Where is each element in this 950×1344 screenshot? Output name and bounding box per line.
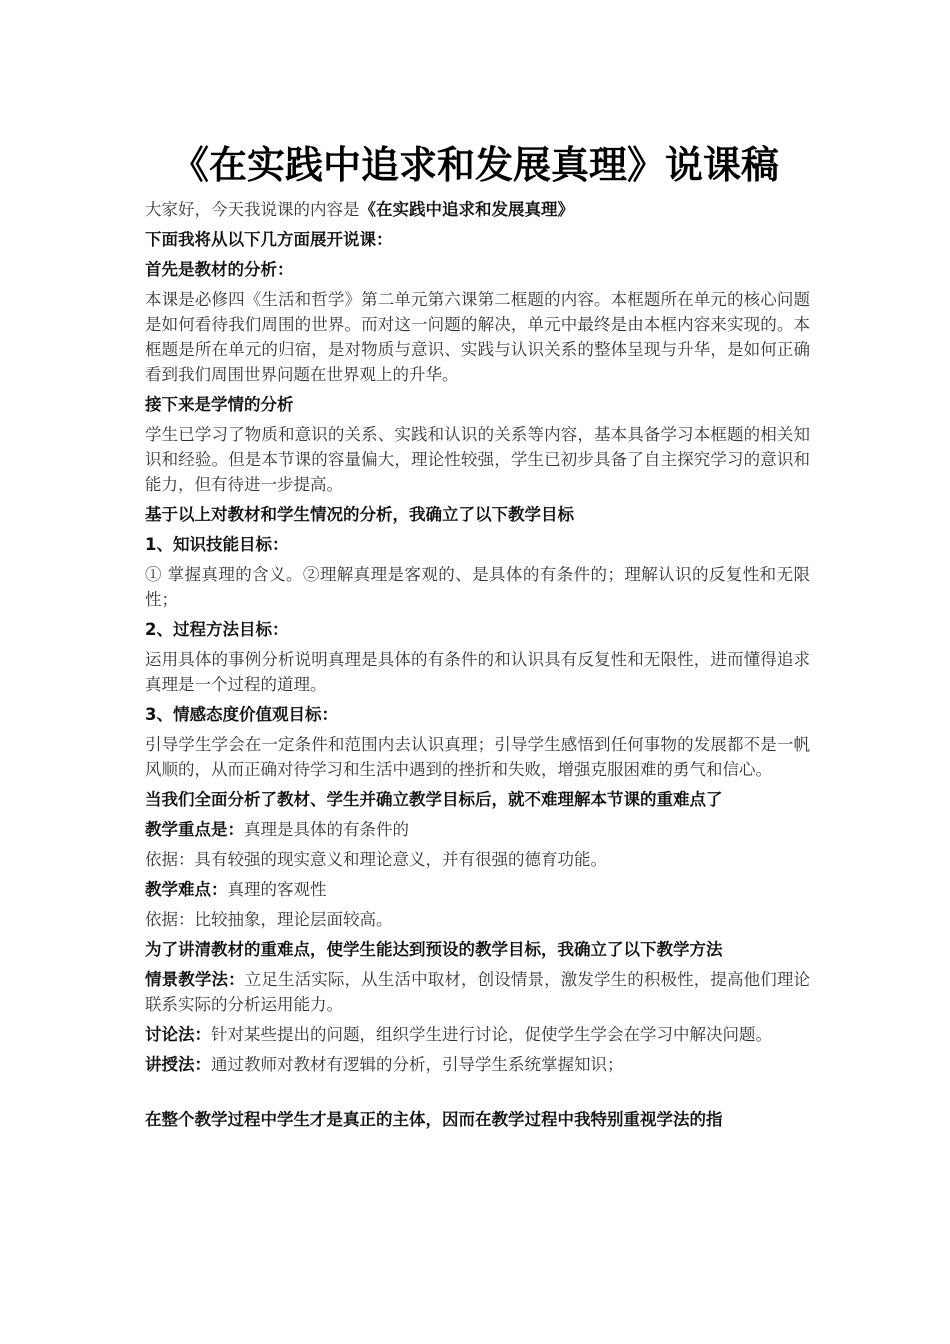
intro-topic: 《在实践中追求和发展真理》 (359, 200, 574, 219)
lecture-text: 通过教师对教材有逻辑的分析，引导学生系统掌握知识； (211, 1055, 624, 1074)
focus-basis: 依据：具有较强的现实意义和理论意义，并有很强的德育功能。 (145, 850, 607, 869)
closing-paragraph: 在整个教学过程中学生才是真正的主体，因而在教学过程中我特别重视学法的指 (145, 1110, 723, 1129)
outline-heading: 下面我将从以下几方面展开说课： (145, 230, 393, 249)
discussion-text: 针对某些提出的问题，组织学生进行讨论，促使学生学会在学习中解决问题。 (211, 1025, 772, 1044)
paragraph-gap (145, 1082, 810, 1107)
focus-label: 教学重点是： (145, 820, 244, 839)
difficulty-text: 真理的客观性 (227, 880, 327, 899)
scenario-label: 情景教学法： (145, 970, 245, 989)
emotion-goal-paragraph: 引导学生学会在一定条件和范围内去认识真理；引导学生感悟到任何事物的发展都不是一帆风顺的，从而正确对待学习和生活中遇到的挫折和失败，增强克服困难的勇气和信心。 (145, 735, 810, 779)
methods-heading: 为了讲清教材的重难点，使学生能达到预设的教学目标，我确立了以下教学方法 (145, 940, 723, 959)
discussion-label: 讨论法： (145, 1025, 211, 1044)
focus-line (145, 817, 810, 842)
difficulty-line (145, 877, 810, 902)
scenario-text: 立足生活实际，从生活中取材，创设情景，激发学生的积极性，提高他们理论联系实际的分析运用能力。 (145, 970, 811, 1014)
process-goal-heading: 2、过程方法目标： (145, 620, 289, 639)
students-paragraph: 学生已学习了物质和意识的关系、实践和认识的关系等内容，基本具备学习本框题的相关知识和经验。但是本节课的容量偏大，理论性较强，学生已初步具备了自主探究学习的意识和能力，但有待进一步提高。 (145, 425, 810, 494)
scenario-method (145, 967, 810, 1017)
intro-lead: 大家好，今天我说课的内容是 (145, 200, 360, 219)
lecture-method (145, 1052, 810, 1077)
goals-heading: 基于以上对教材和学生情况的分析，我确立了以下教学目标 (145, 505, 574, 524)
document-body (145, 197, 810, 1137)
textbook-heading: 首先是教材的分析： (145, 260, 294, 279)
document-title: 《在实践中追求和发展真理》说课稿 (170, 143, 779, 187)
textbook-paragraph: 本课是必修四《生活和哲学》第二单元第六课第二框题的内容。本框题所在单元的核心问题是如何看待我们周围的世界。而对这一问题的解决，单元中最终是由本框内容来实现的。本框题是所在单元的归宿，是对物质与意识、实践与认识关系的整体呈现与升华，是如何正确看到我们周围世界问题在世界观上的升华。 (145, 290, 810, 384)
difficulty-label: 教学难点： (145, 880, 228, 899)
discussion-method (145, 1022, 810, 1047)
focus-text: 真理是具体的有条件的 (244, 820, 409, 839)
intro-paragraph (145, 197, 810, 222)
difficulty-basis: 依据：比较抽象，理论层面较高。 (145, 910, 393, 929)
knowledge-goal-paragraph: ① 掌握真理的含义。②理解真理是客观的、是具体的有条件的；理解认识的反复性和无限性； (145, 565, 810, 609)
students-heading: 接下来是学情的分析 (145, 395, 294, 414)
process-goal-paragraph: 运用具体的事例分析说明真理是具体的有条件的和认识具有反复性和无限性，进而懂得追求真理是一个过程的道理。 (145, 650, 810, 694)
keypoints-heading: 当我们全面分析了教材、学生并确立教学目标后，就不难理解本节课的重难点了 (145, 790, 723, 809)
emotion-goal-heading: 3、情感态度价值观目标： (145, 705, 338, 724)
lecture-label: 讲授法： (145, 1055, 211, 1074)
knowledge-goal-heading: 1、知识技能目标： (145, 535, 289, 554)
